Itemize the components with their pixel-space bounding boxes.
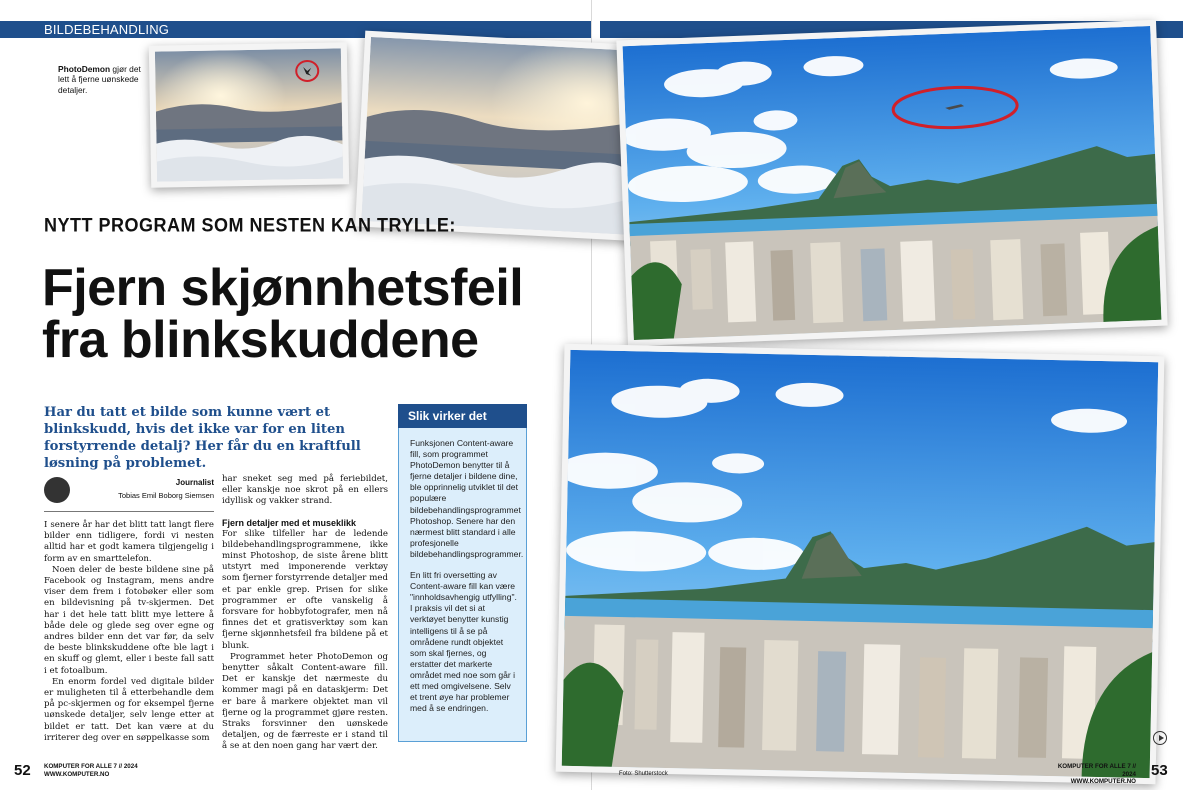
headline-line-1: Fjern skjønnhetsfeil — [42, 259, 524, 317]
play-icon[interactable] — [1153, 731, 1167, 745]
page-number-right: 53 — [1151, 762, 1168, 779]
byline — [44, 475, 214, 507]
after-photo — [355, 31, 651, 242]
byline-role: Journalist — [175, 478, 214, 487]
rio-photo-after — [556, 344, 1165, 784]
headline — [42, 259, 524, 369]
body-column-2 — [222, 474, 388, 753]
paragraph: har sneket seg med på feriebildet, eller kanskje noe skrot på en ellers idyllisk og vakker strand. — [222, 474, 388, 507]
kicker: NYTT PROGRAM SOM NESTEN KAN TRYLLE: — [44, 214, 456, 236]
paragraph: Noen deler de beste bildene sine på Facebook og Instagram, mens andre viser dem frem i fotobøker eller som en bildevisning på tv-skjermen. Det har i det hele tatt blitt mye lettere å både dele og glede seg over egne og andres bilder enn det var før, da selv de beste blinkskuddene ofte ble lagt i en skuff og glemt, eller i beste fall satt i et fotoalbum. — [44, 564, 214, 676]
rio-photo-before — [616, 20, 1167, 347]
byline-name: Tobias Emil Boborg Siemsen — [118, 491, 214, 500]
paragraph: En enorm fordel ved digitale bilder er muligheten til å etterbehandle dem på pc-skjermen og for eksempel fjerne uønskede detaljer, selv lenge etter at bildet er tatt. Det kan være at du irriterer deg over en søppelkasse som — [44, 676, 214, 743]
body-column-1 — [44, 520, 214, 744]
lead-paragraph: Har du tatt et bilde som kunne vært et blinkskudd, hvis det ikke var for en liten forstyrrende detalj? Her får du en kraftfull løsning på problemet. — [44, 405, 361, 471]
before-photo-small — [149, 42, 349, 187]
page-number-left: 52 — [14, 762, 31, 779]
section-label: BILDEBEHANDLING — [44, 22, 170, 37]
fact-box-body — [410, 438, 524, 724]
fact-box-title: Slik virker det — [398, 404, 527, 428]
magazine-footer-left: KOMPUTER FOR ALLE 7 // 2024 WWW.KOMPUTER.NO — [44, 763, 138, 778]
paragraph: For slike tilfeller har de ledende bildebehandlingsprogrammene, ikke minst Photoshop, de siste årene blitt utstyrt med imponerende verktøy som fjerner forstyrrende detaljer med et par enkle grep. Prisen for slike programmer er ofte vanskelig å forsvare for hobbyfotografer, men nå finnes det et gratisverktøy som kan fjerne skjønnhetsfeil fra bildene på et blunk. — [222, 528, 388, 651]
photo-credit: Foto: Shutterstock — [619, 771, 668, 777]
paragraph: Programmet heter PhotoDemon og benytter såkalt Content-aware fill. Det er kanskje det nærmeste du kommer magi på en dataskjerm: Det er bare å markere objektet man vil fjerne og la programmet gjøre resten. Straks forsvinner den uønskede detaljen, og de færreste er i stand til å se at den noen gang har vært der. — [222, 651, 388, 752]
byline-divider — [44, 511, 214, 512]
fact-box-paragraph: En litt fri oversetting av Content-aware fill kan være "innholdsavhengig utfylling". I praksis vil det si at verktøyet benytter kunstig intelligens til å se på områdene rundt objektet som skal fjernes, og erstatter det markerte området med noe som går i ett med omgivelsene. Selv et trent øye har problemer med å se endringen. — [410, 570, 517, 714]
avatar — [44, 477, 70, 503]
fact-box-paragraph: Funksjonen Content-aware fill, som programmet PhotoDemon benytter til å fjerne detaljer i bildene dine, ble opprinnelig utviklet til det populære bildebehandlingsprogrammet Photoshop. Senere har den nærmest blitt standard i alle profesjonelle bildebehandlingsprogrammer. — [410, 438, 524, 559]
paragraph: I senere år har det blitt tatt langt flere bilder enn tidligere, fordi vi nesten alltid har et godt kamera tilgjengelig i form av en smarttelefon. — [44, 520, 214, 564]
headline-line-2: fra blinkskuddene — [42, 311, 479, 369]
photo-caption: PhotoDemon gjør det lett å fjerne uønskede detaljer. — [58, 64, 141, 95]
magazine-footer-right: KOMPUTER FOR ALLE 7 // 2024 WWW.KOMPUTER.NO — [1057, 763, 1136, 786]
subheading: Fjern detaljer med et museklikk — [222, 517, 357, 528]
